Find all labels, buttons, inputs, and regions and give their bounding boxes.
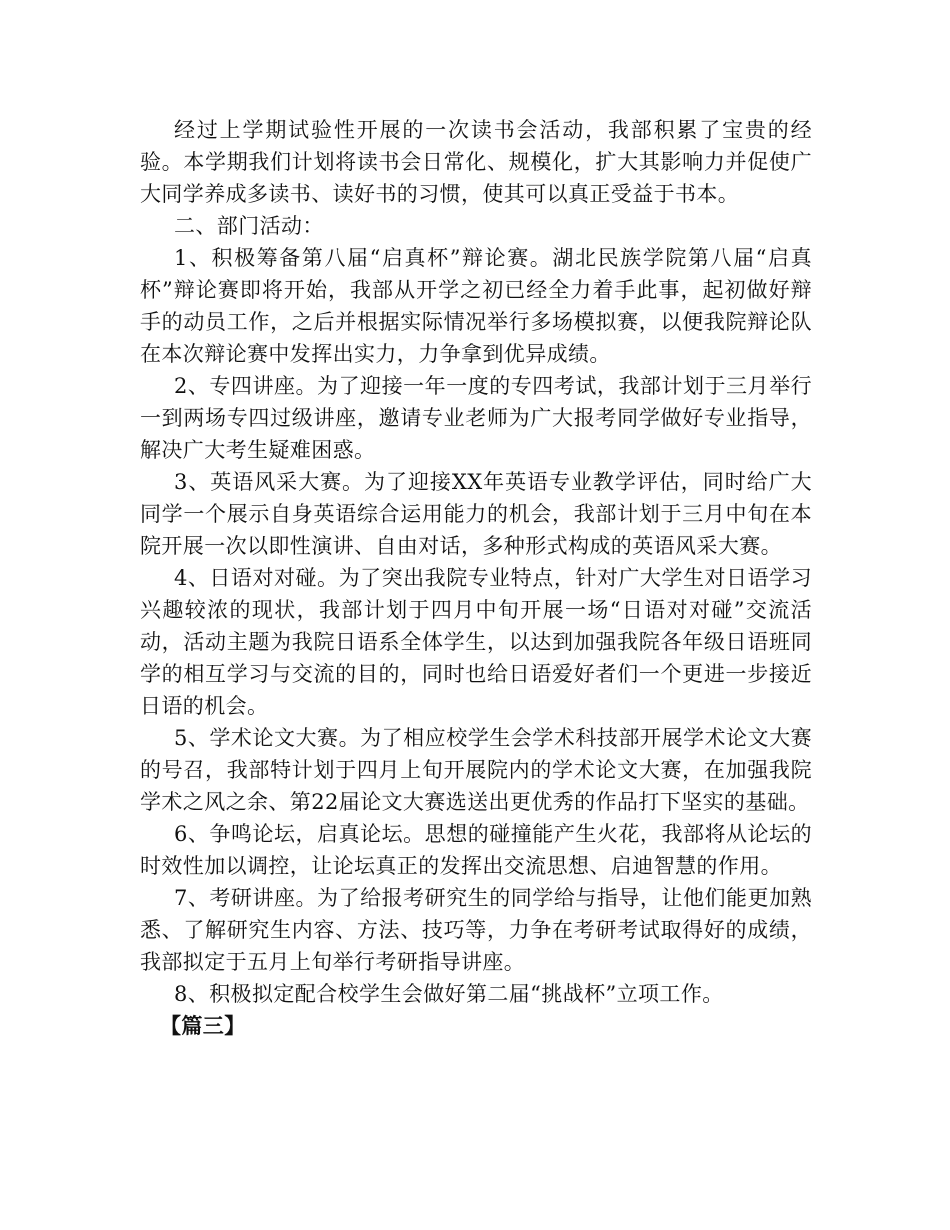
activity-item-3: 3、英语风采大赛。为了迎接XX年英语专业教学评估，同时给广大同学一个展示自身英语综合运用能力的机会，我部计划于三月中旬在本院开展一次以即性演讲、自由对话，多种形式构成的英语风采大赛。 bbox=[140, 470, 812, 558]
section-mark: 【篇三】 bbox=[160, 1013, 246, 1038]
activity-item-4: 4、日语对对碰。为了突出我院专业特点，针对广大学生对日语学习兴趣较浓的现状，我部计划于四月中旬开展一场“日语对对碰”交流活动，活动主题为我院日语系全体学生，以达到加强我院各年级日语班同学的相互学习与交流的目的，同时也给日语爱好者们一个更进一步接近日语的机会。 bbox=[140, 566, 812, 718]
activity-item-8: 8、积极拟定配合校学生会做好第二届“挑战杯”立项工作。 bbox=[174, 982, 724, 1006]
activity-item-5: 5、学术论文大赛。为了相应校学生会学术科技部开展学术论文大赛的号召，我部特计划于四月上旬开展院内的学术论文大赛，在加强我院学术之风之余、第22届论文大赛选送出更优秀的作品打下坚实的基础。 bbox=[140, 726, 812, 814]
intro-paragraph: 经过上学期试验性开展的一次读书会活动，我部积累了宝贵的经验。本学期我们计划将读书会日常化、规模化，扩大其影响力并促使广大同学养成多读书、读好书的习惯，使其可以真正受益于书本。 bbox=[140, 118, 812, 206]
activity-item-6: 6、争鸣论坛，启真论坛。思想的碰撞能产生火花，我部将从论坛的时效性加以调控，让论坛真正的发挥出交流思想、启迪智慧的作用。 bbox=[140, 822, 812, 878]
section-heading: 二、部门活动： bbox=[174, 214, 324, 238]
document-body bbox=[140, 114, 812, 1042]
activity-item-1: 1、积极筹备第八届“启真杯”辩论赛。湖北民族学院第八届“启真杯”辩论赛即将开始，我部从开学之初已经全力着手此事，起初做好辩手的动员工作，之后并根据实际情况举行多场模拟赛，以便我院辩论队在本次辩论赛中发挥出实力，力争拿到优异成绩。 bbox=[140, 246, 812, 366]
activity-item-2: 2、专四讲座。为了迎接一年一度的专四考试，我部计划于三月举行一到两场专四过级讲座，邀请专业老师为广大报考同学做好专业指导，解决广大考生疑难困惑。 bbox=[140, 374, 812, 462]
activity-item-7: 7、考研讲座。为了给报考研究生的同学给与指导，让他们能更加熟悉、了解研究生内容、方法、技巧等，力争在考研考试取得好的成绩，我部拟定于五月上旬举行考研指导讲座。 bbox=[140, 886, 812, 974]
